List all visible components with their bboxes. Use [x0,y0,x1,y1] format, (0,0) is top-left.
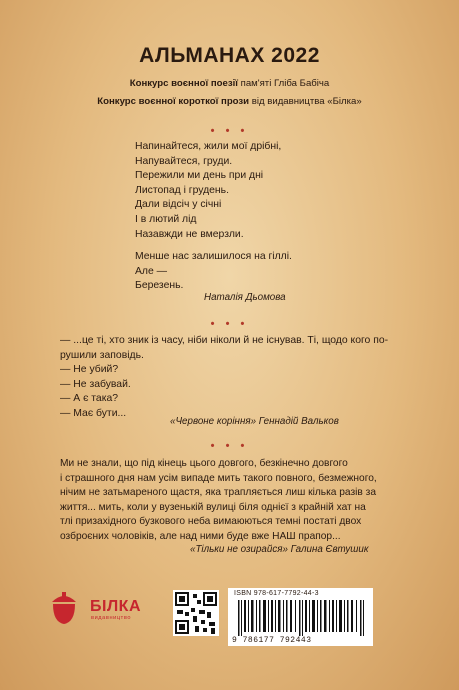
contest-poetry-line [0,78,459,90]
contest-poetry-bold: Конкурс воєнної поезії [129,78,238,89]
poem-line: Пережили ми день при дні [135,170,264,182]
barcode-icon [238,600,368,636]
contest-prose-bold: Конкурс воєнної короткої прози [97,96,250,107]
excerpt-line: — Не убий? [60,364,119,376]
poem-line: І в лютий лід [135,213,197,225]
poem-author: Наталія Дьомова [204,292,286,303]
excerpt-line: — Має бути... [60,407,127,419]
excerpt-line: озброєних чоловіків, але над ними буде вже НАШ прапор... [60,530,341,542]
separator-dots: • • • [210,440,249,452]
poem-block [135,140,375,294]
excerpt-1-source: «Червоне коріння» Геннадій Вальков [170,416,339,427]
excerpt-line: і страшного дня нам усім випаде мить такого повного, безмежного, [60,472,377,484]
almanac-title: АЛЬМАНАХ 2022 [139,44,320,67]
poem-line: Напувайтеся, груди. [135,155,233,167]
contest-prose-line [0,96,459,108]
poem-line: Напинайтеся, жили мої дрібні, [135,141,282,152]
poem-line: Листопад і грудень. [135,184,229,196]
poem-line: Назавжди не вмерзли. [135,228,244,240]
excerpt-line: рушили заповідь. [60,349,144,361]
barcode-digits: 9 786177 792443 [232,636,312,645]
poem-line: Менше нас залишилося на гіллі. [135,251,292,263]
excerpt-line: — А є така? [60,393,119,405]
excerpt-line: Ми не знали, що під кінець цього довгого, безкінечно довгого [60,458,348,469]
publisher-name: БІЛКА [90,598,141,615]
acorn-icon [42,588,86,628]
excerpt-line: нічим не затьмареного щастя, яка трапляється лиш кілька разів за [60,487,376,499]
isbn-label: ISBN 978-617-7792-44-3 [234,590,319,597]
excerpt-line: — ...це ті, хто зник із часу, ніби ніколи й не існував. Ті, щодо кого по- [60,335,389,346]
contest-poetry-rest: пам'яті Гліба Бабіча [237,78,330,89]
excerpt-line: життя... мить, коли у вузенькій вулиці біля однієї з крайній хат на [60,501,366,513]
poem-line: Дали відсіч у січні [135,199,222,211]
excerpt-line: тлі призахідного бузкового неба вимаюються темні постаті двох [60,516,362,528]
excerpt-line: — Не забувай. [60,378,131,390]
qr-code [173,590,219,636]
excerpt-2 [60,457,382,545]
excerpt-1 [60,334,389,422]
poem-line: Березень. [135,280,184,292]
publisher-sub: видавництво [91,615,132,621]
excerpt-2-source: «Тільки не озирайся» Галина Євтушик [190,544,369,555]
separator-dots: • • • [210,318,249,330]
contest-prose-rest: від видавництва «Білка» [249,96,362,107]
poem-line: Але — [135,265,168,277]
qr-code-icon [173,590,219,636]
separator-dots: • • • [210,125,249,137]
